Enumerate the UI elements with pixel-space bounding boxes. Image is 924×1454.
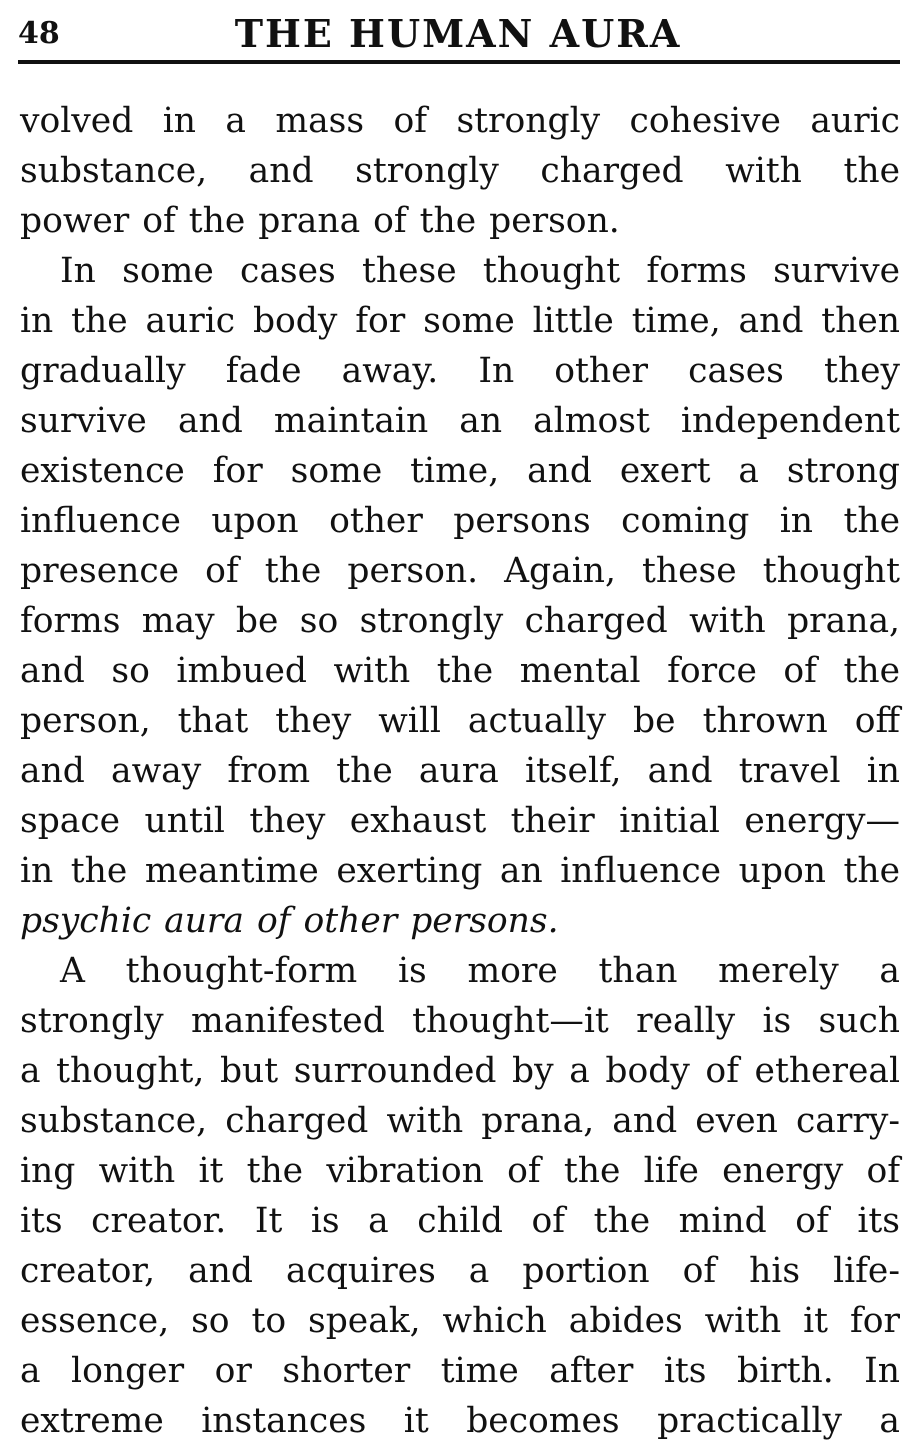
- text-line: influence upon other persons coming in the: [20, 501, 900, 541]
- text-line: a longer or shorter time after its birth. In: [20, 1351, 900, 1391]
- text-line: In some cases these thought forms survive: [60, 251, 900, 291]
- text-line: survive and maintain an almost independent: [20, 401, 900, 441]
- text-line: a thought, but surrounded by a body of ethereal: [20, 1051, 900, 1091]
- text-line: space until they exhaust their initial energy—: [20, 801, 900, 841]
- body-text: [20, 96, 900, 1446]
- text-line: gradually fade away. In other cases they: [20, 351, 900, 391]
- text-line: ing with it the vibration of the life energy of: [20, 1151, 900, 1191]
- page-number: 48: [18, 16, 60, 51]
- text-line: volved in a mass of strongly cohesive auric: [20, 101, 900, 141]
- text-line: A thought-form is more than merely a: [60, 951, 900, 991]
- text-line: creator, and acquires a portion of his life-: [20, 1251, 900, 1291]
- text-line: substance, and strongly charged with the: [20, 151, 900, 191]
- running-title: THE HUMAN AURA: [234, 11, 682, 56]
- paragraph-3: [20, 946, 900, 1446]
- text-line: psychic aura of other persons.: [20, 901, 559, 941]
- text-line: power of the prana of the person.: [20, 201, 620, 241]
- text-line: existence for some time, and exert a strong: [20, 451, 900, 491]
- text-line: person, that they will actually be thrown off: [20, 701, 900, 741]
- text-line: forms may be so strongly charged with prana,: [20, 601, 900, 641]
- text-line: and away from the aura itself, and travel in: [20, 751, 900, 791]
- text-line: substance, charged with prana, and even carry-: [20, 1101, 900, 1141]
- text-line: strongly manifested thought—it really is such: [20, 1001, 900, 1041]
- header-rule: [18, 60, 900, 64]
- text-line: presence of the person. Again, these thought: [20, 551, 900, 591]
- text-line: and so imbued with the mental force of the: [20, 651, 900, 691]
- text-line: in the auric body for some little time, and then: [20, 301, 900, 341]
- text-line: in the meantime exerting an influence upon the: [20, 851, 900, 891]
- paragraph-1: [20, 96, 900, 246]
- page-header: [18, 6, 898, 56]
- paragraph-2: [20, 246, 900, 946]
- text-line: essence, so to speak, which abides with it for: [20, 1301, 900, 1341]
- text-line: its creator. It is a child of the mind of its: [20, 1201, 900, 1241]
- text-line: extreme instances it becomes practically a: [20, 1401, 900, 1441]
